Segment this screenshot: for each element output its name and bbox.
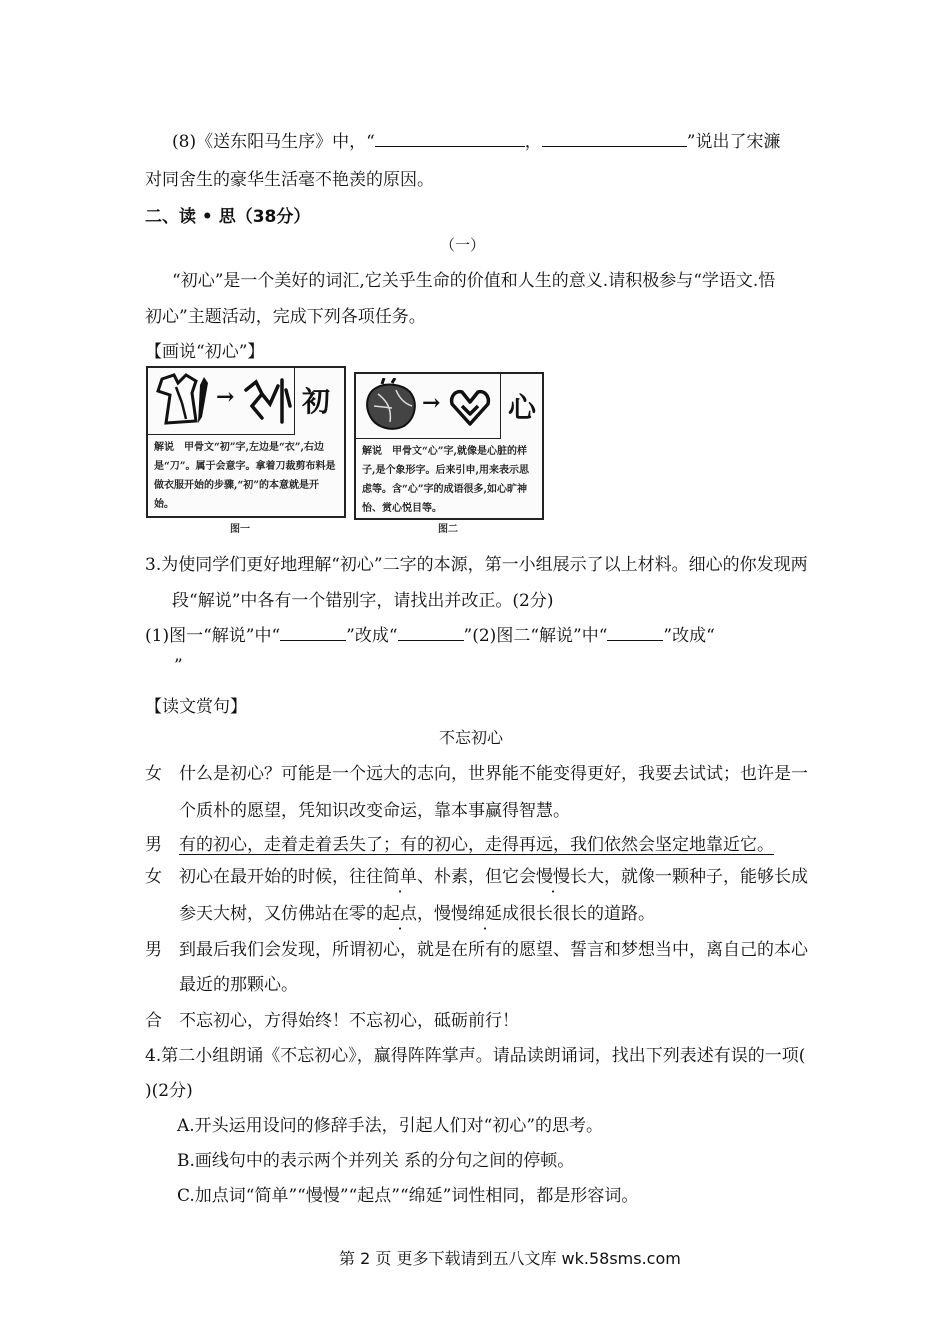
q4-line1: 4.第二小组朗诵《不忘初心》，赢得阵阵掌声。请品读朗诵词，找出下列表述有误的一项( <box>145 1046 806 1066</box>
oracle-xin-icon <box>448 384 492 428</box>
q4-line2: )(2分) <box>145 1081 193 1101</box>
q8-before: (8)《送东阳马生序》中，“ <box>172 132 375 152</box>
poem-m2-line2: 最近的那颗心。 <box>179 975 298 995</box>
q4-option-a[interactable]: A.开头运用设问的修辞手法，引起人们对“初心”的思考。 <box>177 1116 604 1136</box>
heart-organ-icon <box>362 378 420 434</box>
poem-f1-line1: 什么是初心？可能是一个远大的志向，世界能不能变得更好，我要去试试；也许是一 <box>179 764 808 784</box>
q3-line2: 段“解说”中各有一个错别字，请找出并改正。(2分) <box>172 591 554 611</box>
poem-f2-l2-b: ，慢慢 <box>417 904 468 924</box>
dotted-word-mianyan: 绵延 <box>468 904 502 924</box>
poem-f1-line2: 个质朴的愿望，凭知识改变命运，靠本事赢得智慧。 <box>179 801 570 821</box>
q3-blank-3[interactable] <box>607 625 663 641</box>
q4-option-c[interactable]: C.加点词“简单”“慢慢”“起点”“绵延”词性相同，都是形容词。 <box>177 1186 639 1206</box>
q3-blank-2[interactable] <box>398 625 464 641</box>
figure-1-char: 初 <box>302 385 331 418</box>
q8-comma: ， <box>524 132 542 152</box>
q8-line2: 对同舍生的豪华生活毫不艳羡的原因。 <box>145 170 434 190</box>
dotted-word-jiandan: 简单 <box>383 867 417 887</box>
q3-line3 <box>145 621 715 646</box>
q3-blank-1[interactable] <box>280 625 346 641</box>
figure-1-oracle-cell <box>148 368 295 435</box>
part-label: （一） <box>440 236 486 254</box>
speaker-female-1: 女 <box>145 764 162 784</box>
figure-1 <box>146 366 346 518</box>
section-title: 二、读 • 思（38分） <box>145 207 311 227</box>
poem-f2-line1 <box>179 862 808 887</box>
poem-f2-l1-c: 长大，就像一颗种子，能够长成 <box>570 867 808 887</box>
q3-part-d: ”改成“ <box>663 626 715 646</box>
duwen-label: 【读文赏句】 <box>145 697 247 717</box>
poem-he-line: 不忘初心，方得始终！不忘初心，砥砺前行！ <box>179 1011 519 1031</box>
intro-line2: 初心”主题活动，完成下列各项任务。 <box>145 307 426 327</box>
speaker-male-2: 男 <box>145 940 162 960</box>
q3-part-b: ”改成“ <box>346 626 398 646</box>
figure-1-note: 解说 甲骨文“初”字,左边是“衣”,右边是“刀”。属于会意字。拿着刀裁剪布料是做衣服开始的步骤,“初”的本意就是开始。 <box>154 442 336 510</box>
figure-2-char: 心 <box>508 391 537 424</box>
q4-option-b[interactable]: B.画线句中的表示两个并列关 系的分句之间的停顿。 <box>177 1151 575 1171</box>
speaker-female-2: 女 <box>145 867 162 887</box>
figure-2-oracle-cell <box>356 374 501 439</box>
q3-part-a: (1)图一“解说”中“ <box>145 626 281 646</box>
poem-title: 不忘初心 <box>439 728 504 747</box>
figure-1-caption: 图一 <box>230 524 250 535</box>
oracle-clothing-knife-icon <box>152 373 212 429</box>
poem-f2-l2-a: 参天大树，又仿佛站在零的 <box>179 904 383 924</box>
huashuo-label: 【画说“初心”】 <box>145 342 265 362</box>
oracle-chu-icon <box>242 376 292 426</box>
poem-m1-underlined-line: 有的初心，走着走着丢失了；有的初心，走得再远，我们依然会坚定地靠近它。 <box>179 835 774 855</box>
q8-after: ”说出了宋濂 <box>686 132 781 152</box>
figure-2 <box>354 372 544 520</box>
q3-line1: 3.为使同学们更好地理解“初心”二字的本源，第一小组展示了以上材料。细心的你发现两 <box>145 555 808 575</box>
page-footer: 第 2 页 更多下载请到五八文库 wk.58sms.com <box>339 1249 681 1268</box>
figure-2-caption: 图二 <box>438 524 458 535</box>
intro-line1: “初心”是一个美好的词汇,它关乎生命的价值和人生的意义.请积极参与“学语文.悟 <box>172 271 776 291</box>
q8-line1 <box>172 127 780 152</box>
q3-line4: ” <box>174 656 183 676</box>
dotted-word-qidian: 起点 <box>383 904 417 924</box>
speaker-chorus: 合 <box>145 1011 162 1031</box>
q3-part-c: ”(2)图二“解说”中“ <box>463 626 608 646</box>
q8-blank-1[interactable] <box>375 131 525 147</box>
figure-2-arrow: → <box>422 390 441 416</box>
speaker-male-1: 男 <box>145 835 162 855</box>
dotted-word-manman: 慢慢 <box>536 867 570 887</box>
q8-blank-2[interactable] <box>542 131 687 147</box>
figure-1-arrow: → <box>216 384 235 410</box>
poem-f2-line2 <box>179 899 655 924</box>
poem-f2-l2-c: 成很长很长的道路。 <box>502 904 655 924</box>
poem-m2-line1: 到最后我们会发现，所谓初心，就是在所有的愿望、誓言和梦想当中，离自己的本心 <box>179 940 808 960</box>
poem-f2-l1-b: 、朴素，但它会 <box>417 867 536 887</box>
figure-2-note: 解说 甲骨文“心”字,就像是心脏的样子,是个象形字。后来引申,用来表示思虑等。含“心”字的成语很多,如心旷神怡、赏心悦目等。 <box>362 446 529 514</box>
poem-f2-l1-a: 初心在最开始的时候，往往 <box>179 867 383 887</box>
